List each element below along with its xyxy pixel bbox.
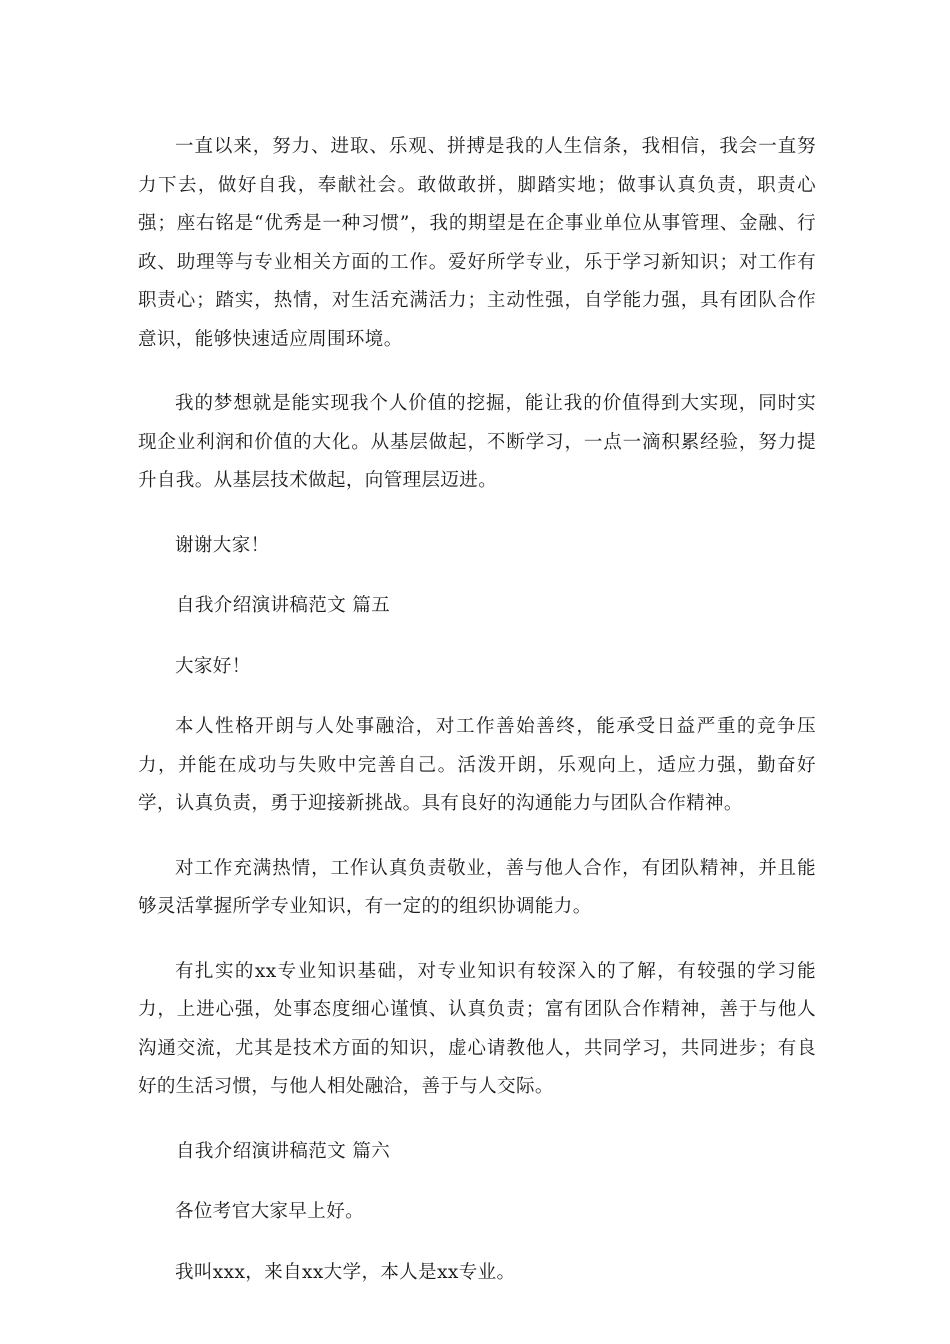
paragraph-knowledge: 有扎实的xx专业知识基础，对专业知识有较深入的了解，有较强的学习能力，上进心强，处事态度细心谨慎、认真负责；富有团队合作精神，善于与他人沟通交流，尤其是技术方面的知识，虚心请教他人，共同学习，共同进步；有良好的生活习惯，与他人相处融洽，善于与人交际。 xyxy=(138,960,816,1097)
section-heading-6: 自我介绍演讲稿范文 篇六 xyxy=(176,1140,391,1162)
paragraph-personality: 本人性格开朗与人处事融洽，对工作善始善终，能承受日益严重的竞争压力，并能在成功与失败中完善自己。活泼开朗，乐观向上，适应力强，勤奋好学，认真负责，勇于迎接新挑战。具有良好的沟通能力与团队合作精神。 xyxy=(138,716,816,814)
document-body xyxy=(138,128,816,1314)
paragraph-dream: 我的梦想就是能实现我个人价值的挖掘，能让我的价值得到大实现，同时实现企业利润和价值的大化。从基层做起，不断学习，一点一滴积累经验，努力提升自我。从基层技术做起，向管理层迈进。 xyxy=(138,393,816,491)
paragraph-work-attitude: 对工作充满热情，工作认真负责敬业，善与他人合作，有团队精神，并且能够灵活掌握所学专业知识，有一定的的组织协调能力。 xyxy=(138,857,816,917)
paragraph-name-intro: 我叫xxx，来自xx大学，本人是xx专业。 xyxy=(175,1261,516,1283)
paragraph-greeting: 大家好！ xyxy=(175,655,251,677)
section-heading-5: 自我介绍演讲稿范文 篇五 xyxy=(176,595,391,616)
paragraph-examiners-greeting: 各位考官大家早上好。 xyxy=(175,1201,365,1222)
paragraph-thanks: 谢谢大家！ xyxy=(175,534,270,556)
paragraph-motto: 一直以来，努力、进取、乐观、拼搏是我的人生信条，我相信，我会一直努力下去，做好自我，奉献社会。敢做敢拼，脚踏实地；做事认真负责，职责心强；座右铭是“优秀是一种习惯”，我的期望是在企事业单位从事管理、金融、行政、助理等与专业相关方面的工作。爱好所学专业，乐于学习新知识；对工作有职责心；踏实，热情，对生活充满活力；主动性强，自学能力强，具有团队合作意识，能够快速适应周围环境。 xyxy=(138,136,816,350)
